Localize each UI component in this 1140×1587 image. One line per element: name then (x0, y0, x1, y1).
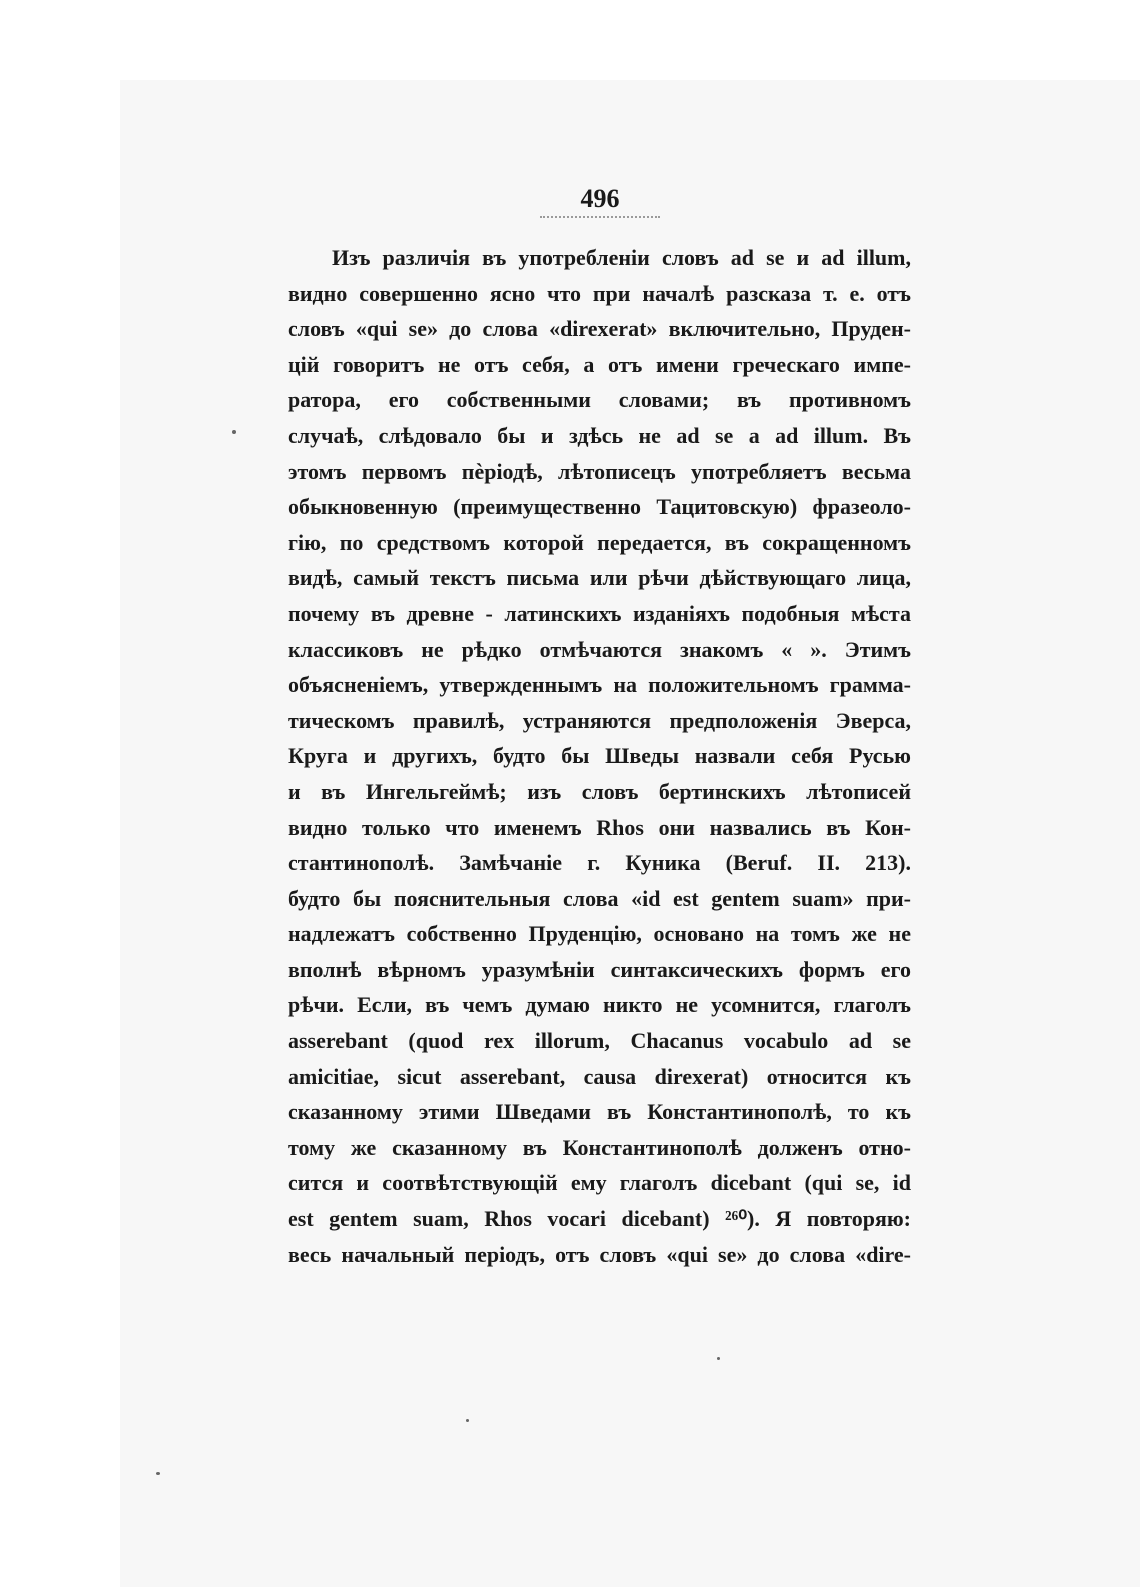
text-line: amicitiae, sicut asserebant, causa direxerat) относится къ (288, 1063, 911, 1089)
text-line: классиковъ не рѣдко отмѣчаются знакомъ « ». Этимъ (288, 636, 911, 662)
text-line: и въ Ингельгеймѣ; изъ словъ бертинскихъ лѣтописей (288, 778, 911, 804)
text-line: тому же сказанному въ Константинополѣ долженъ отно- (288, 1134, 911, 1160)
scan-speck (466, 1419, 469, 1422)
text-line: сится и соотвѣтствующій ему глаголъ dicebant (qui se, id (288, 1170, 911, 1196)
text-line: видѣ, самый текстъ письма или рѣчи дѣйствующаго лица, (288, 565, 911, 591)
text-line: видно совершенно ясно что при началѣ разсказа т. е. отъ (288, 280, 911, 306)
text-line: объясненіемъ, утвержденнымъ на положительномъ грамма- (288, 672, 911, 698)
text-line: цій говоритъ не отъ себя, а отъ имени греческаго импе- (288, 351, 911, 377)
text-line: asserebant (quod rex illorum, Chacanus vocabulo ad se (288, 1028, 911, 1054)
scan-speck (717, 1357, 720, 1360)
text-line: Изъ различія въ употребленіи словъ ad se и ad illum, (332, 245, 911, 270)
text-line: обыкновенную (преимущественно Тацитовскую) фразеоло- (288, 494, 911, 520)
body-paragraph (288, 240, 911, 1272)
page-number: 496 (580, 184, 620, 213)
text-line: вполнѣ вѣрномъ уразумѣніи синтаксическихъ формъ его (288, 956, 911, 982)
text-line: будто бы пояснительныя слова «id est gentem suam» при- (288, 885, 911, 911)
text-line: словъ «qui se» до слова «direxerat» включительно, Пруден- (288, 316, 911, 342)
text-line: ратора, его собственными словами; въ противномъ (288, 387, 911, 413)
text-line: гію, по средствомъ которой передается, въ сокращенномъ (288, 529, 911, 555)
text-line: почему въ древне - латинскихъ изданіяхъ подобныя мѣста (288, 600, 911, 626)
page-number-rule (540, 216, 660, 218)
text-line: надлежатъ собственно Пруденцію, основано на томъ же не (288, 921, 911, 947)
text-line: тическомъ правилѣ, устраняются предположенія Эверса, (288, 707, 911, 733)
scan-speck (156, 1472, 160, 1475)
text-line: Круга и другихъ, будто бы Шведы назвали себя Русью (288, 743, 911, 769)
text-line: est gentem suam, Rhos vocari dicebant) ²⁶⁰). Я повторяю: (288, 1206, 911, 1232)
text-line: рѣчи. Если, въ чемъ думаю никто не усомнится, глаголъ (288, 992, 911, 1018)
text-line: случаѣ, слѣдовало бы и здѣсь не ad se а ad illum. Въ (288, 422, 911, 448)
scan-speck (232, 430, 236, 434)
text-line: весь начальный періодъ, отъ словъ «qui se» до слова «dire- (288, 1241, 911, 1267)
text-line: сказанному этими Шведами въ Константинополѣ, то къ (288, 1099, 911, 1125)
text-line: стантинополѣ. Замѣчаніе г. Куника (Beruf. II. 213). (288, 850, 911, 876)
text-line: видно только что именемъ Rhos они назвались въ Кон- (288, 814, 911, 840)
text-line: этомъ первомъ пѐріодѣ, лѣтописецъ употребляетъ весьма (288, 458, 911, 484)
